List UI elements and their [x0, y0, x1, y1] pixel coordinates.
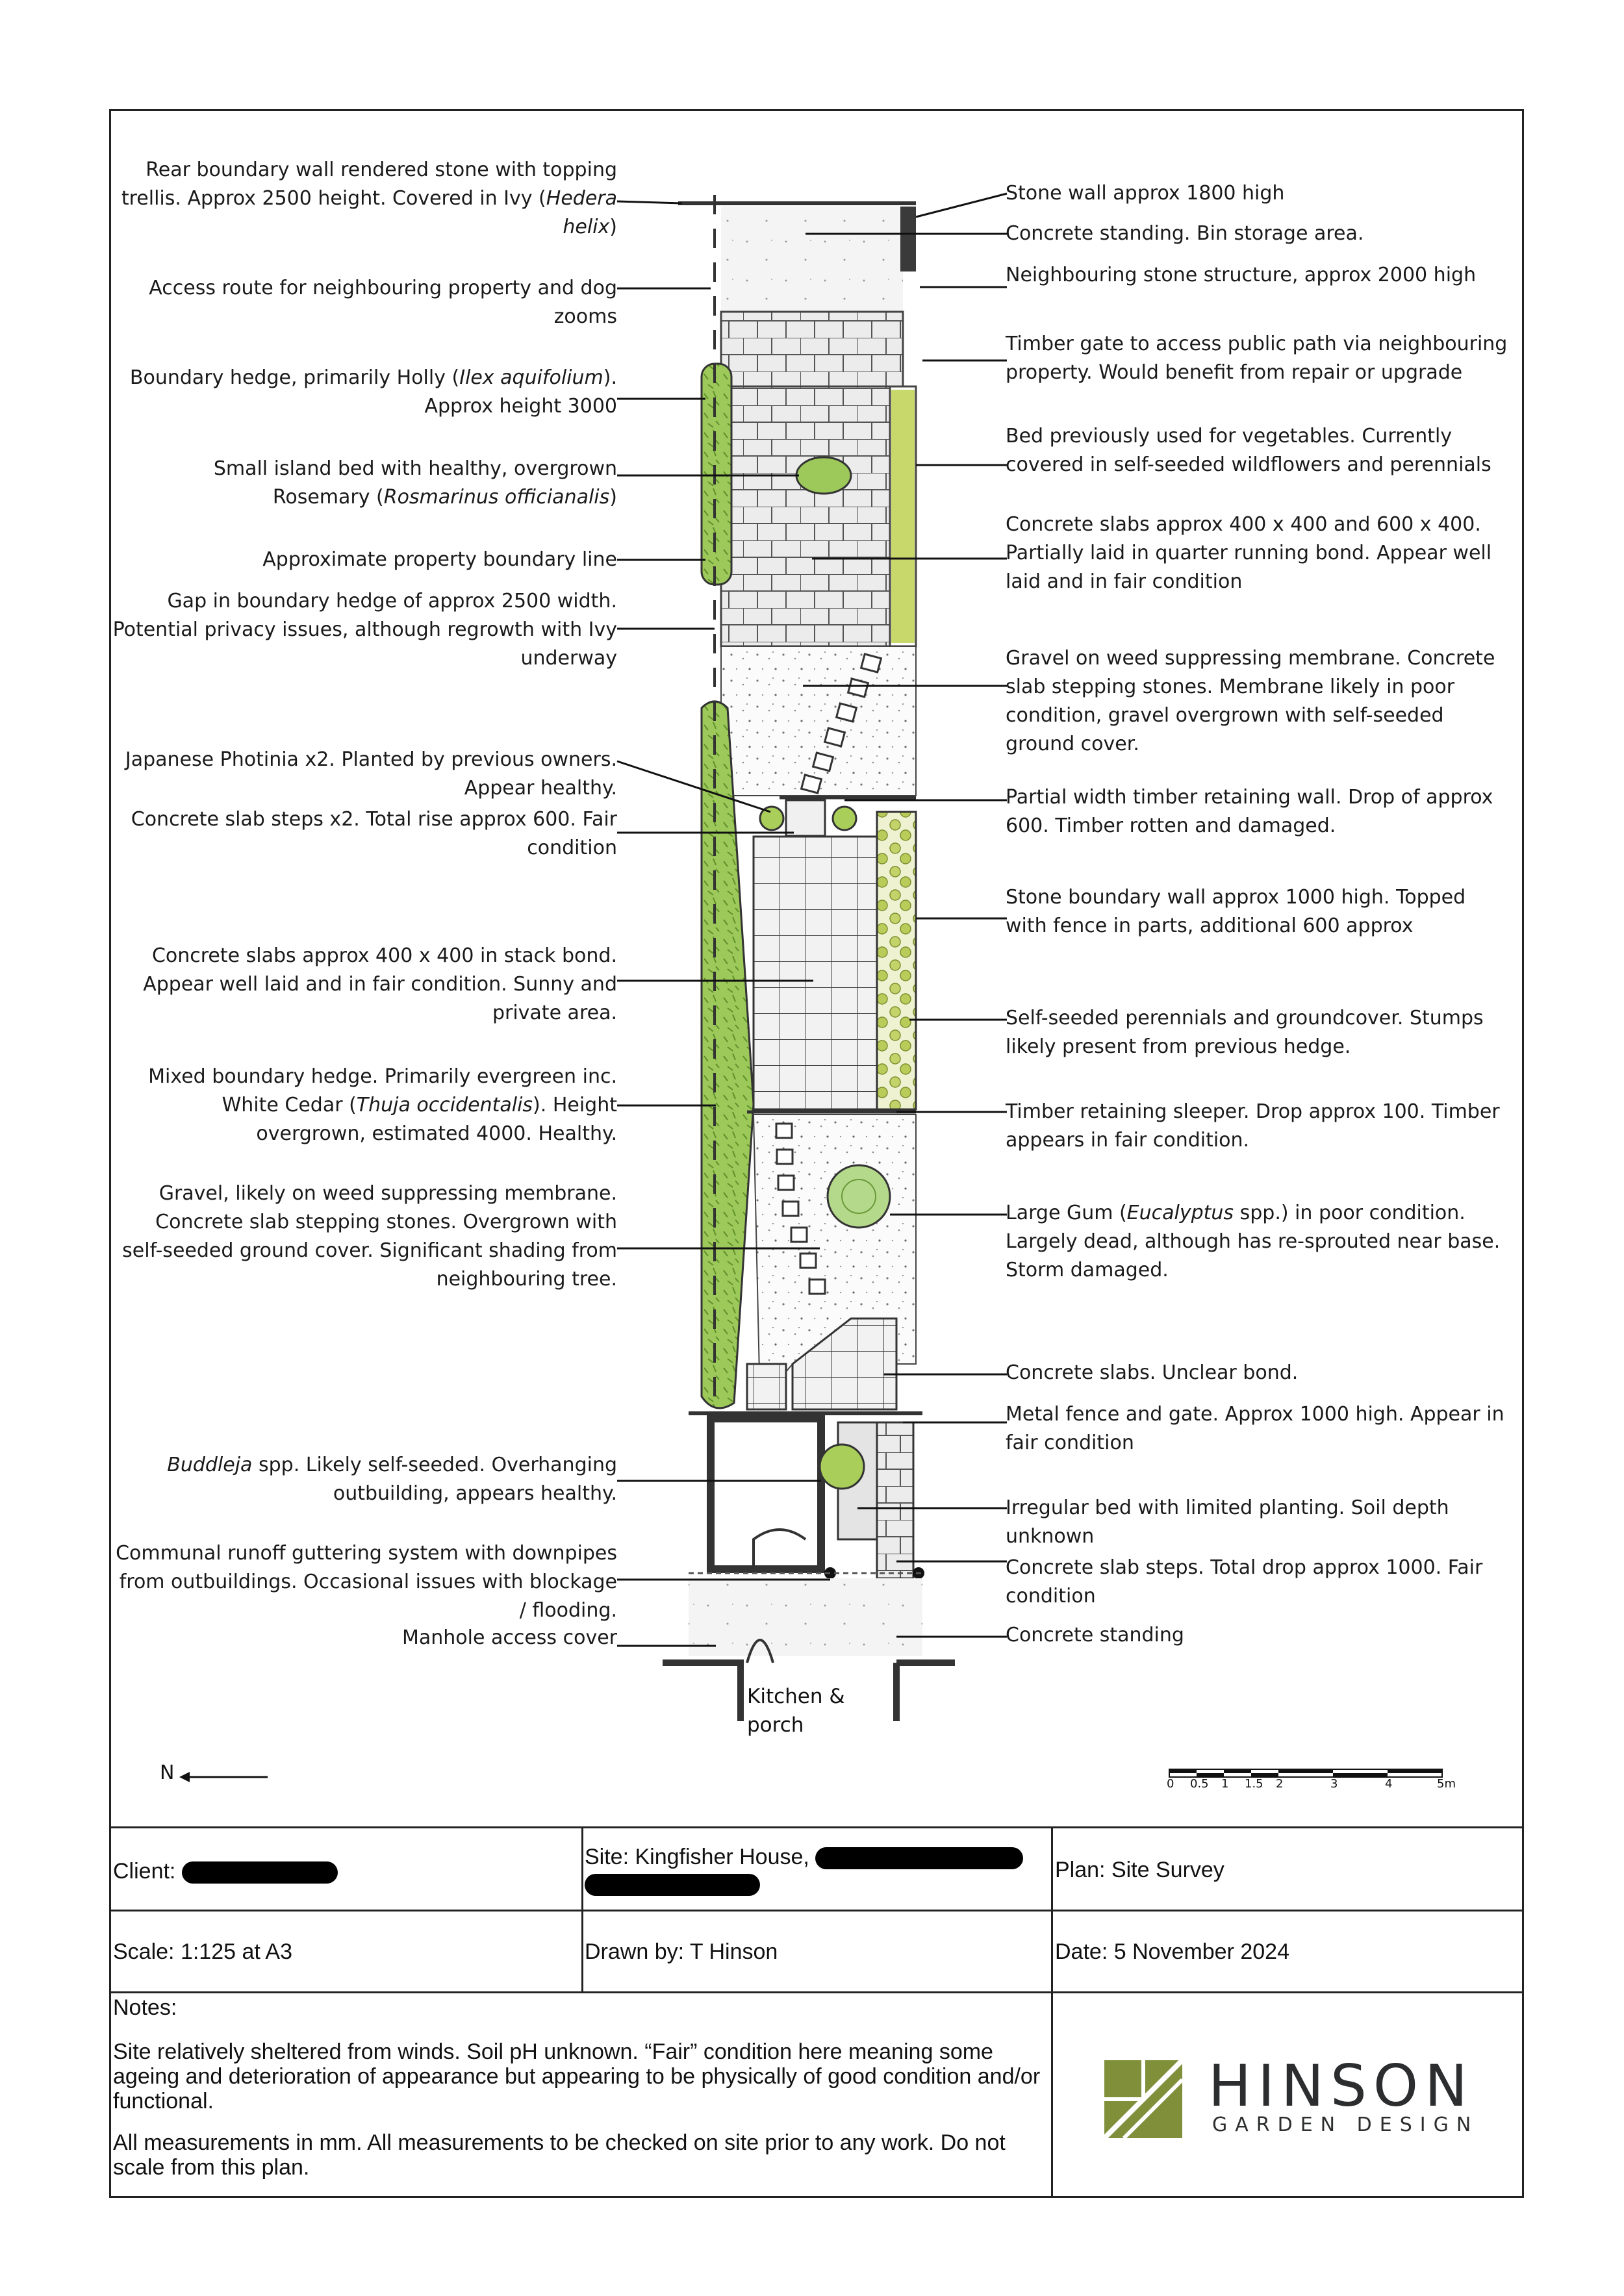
annotation-hedge-gap: Gap in boundary hedge of approx 2500 width. Potential privacy issues, although regrowth with Ivy underway — [112, 590, 617, 670]
annotation-metal-fence: Metal fence and gate. Approx 1000 high. Appear in fair condition — [1006, 1403, 1504, 1454]
buddleja — [820, 1444, 864, 1489]
scale-label: 1 — [1221, 1777, 1229, 1791]
client-field — [113, 1859, 338, 1884]
annotation-holly-hedge: Boundary hedge, primarily Holly (Ilex aquifolium). Approx height 3000 — [129, 366, 617, 418]
notes-heading: Notes: — [113, 1995, 177, 2020]
annotation-slab-steps: Concrete slab steps x2. Total rise approx 600. Fair condition — [131, 808, 617, 859]
annotation-neighbour-structure: Neighbouring stone structure, approx 2000 high — [1006, 264, 1477, 286]
annotation-irregular-bed: Irregular bed with limited planting. Soil depth unknown — [1006, 1496, 1449, 1548]
title-block-divider — [581, 1826, 583, 1991]
annotation-island-bed: Small island bed with healthy, overgrown Rosemary (Rosmarinus officianalis) — [213, 457, 617, 509]
annotation-property-boundary: Approximate property boundary line — [262, 548, 617, 571]
scale-label: 0 — [1167, 1777, 1174, 1791]
annotation-stone-wall: Stone wall approx 1800 high — [1006, 182, 1285, 205]
title-block-rule — [109, 1991, 1524, 1993]
annotation-veg-bed: Bed previously used for vegetables. Currently covered in self-seeded wildflowers and perennials — [1006, 425, 1491, 476]
kitchen-porch-label: Kitchen & porch — [747, 1685, 845, 1737]
photinia-2 — [833, 807, 856, 830]
annotation-slabs-quarter: Concrete slabs approx 400 x 400 and 600 x 400. Partially laid in quarter running bond. Appear well laid and in fair condition — [1006, 513, 1492, 593]
annotation-perennials: Self-seeded perennials and groundcover. Stumps likely present from previous hedge. — [1006, 1007, 1484, 1058]
outbuilding — [711, 1419, 821, 1569]
upper-paving-top — [721, 312, 903, 386]
rosemary-island-bed — [796, 457, 851, 494]
scale-label: 1.5 — [1245, 1777, 1263, 1791]
gum-tree — [828, 1165, 890, 1228]
client-label: Client: — [113, 1859, 176, 1884]
logo-wordmark: HINSON — [1208, 2052, 1474, 2119]
site-label: Site: Kingfisher House, — [585, 1845, 809, 1869]
scale-bar — [1169, 1769, 1442, 1777]
annotation-stack-bond: Concrete slabs approx 400 x 400 in stack bond. Appear well laid and in fair condition. Sunny and private area. — [143, 944, 617, 1024]
notes-paragraph-2: All measurements in mm. All measurements to be checked on site prior to any work. Do not scale from this plan. — [113, 2130, 1006, 2180]
annotation-gravel-upper: Gravel on weed suppressing membrane. Concrete slab stepping stones. Membrane likely in poor condition, gravel overgrown with self-seeded ground cover. — [1006, 647, 1495, 755]
scale-label: 0.5 — [1190, 1777, 1209, 1791]
title-block-rule — [109, 1826, 1524, 1828]
steps-drop — [877, 1422, 913, 1578]
scale-label: 4 — [1385, 1777, 1393, 1791]
stack-bond-paving — [754, 837, 883, 1109]
annotation-rear-wall: Rear boundary wall rendered stone with topping trellis. Approx 2500 height. Covered in Ivy (Hedera helix) — [121, 158, 617, 238]
mixed-hedge — [702, 701, 754, 1408]
annotation-standing: Concrete standing — [1006, 1624, 1184, 1646]
drawn-by-field: Drawn by: T Hinson — [585, 1939, 778, 1964]
annotation-buddleja: Buddleja spp. Likely self-seeded. Overhanging outbuilding, appears healthy. — [167, 1454, 617, 1505]
annotation-mixed-hedge: Mixed boundary hedge. Primarily evergreen inc. White Cedar (Thuja occidentalis). Height overgrown, estimated 4000. Healthy. — [148, 1065, 617, 1145]
annotation-timber-gate: Timber gate to access public path via neighbouring property. Would benefit from repair or upgrade — [1006, 333, 1508, 384]
notes-body — [113, 2039, 1048, 2197]
annotation-gum: Large Gum (Eucalyptus spp.) in poor condition. Largely dead, although has re-sprouted near base. Storm damaged. — [1006, 1202, 1501, 1281]
annotation-manhole: Manhole access cover — [402, 1626, 617, 1649]
annotation-slabs-unclear: Concrete slabs. Unclear bond. — [1006, 1361, 1299, 1384]
scale-label: 2 — [1276, 1777, 1284, 1791]
title-block-rule — [109, 1910, 1524, 1911]
redaction-bar — [182, 1861, 338, 1884]
annotation-access-route: Access route for neighbouring property and dog zooms — [149, 277, 617, 328]
upper-gravel — [721, 646, 916, 796]
annotation-stone-boundary: Stone boundary wall approx 1000 high. Topped with fence in parts, additional 600 approx — [1006, 886, 1466, 937]
annotation-gravel-lower: Gravel, likely on weed suppressing membrane. Concrete slab stepping stones. Overgrown with self-seeded ground cover. Significant shading from neighbouring tree. — [122, 1182, 617, 1291]
veg-bed — [891, 390, 915, 643]
annotation-guttering: Communal runoff guttering system with downpipes from outbuildings. Occasional issues with blockage / flooding. — [116, 1542, 617, 1622]
hinson-logo-mark — [1104, 2060, 1182, 2138]
upper-paving — [721, 386, 916, 646]
scale-label: 3 — [1330, 1777, 1338, 1791]
slab-steps — [786, 800, 825, 836]
concrete-standing-lower — [689, 1578, 922, 1656]
redaction-bar — [585, 1874, 760, 1896]
annotation-bin-storage: Concrete standing. Bin storage area. — [1006, 222, 1364, 245]
notes-paragraph-1: Site relatively sheltered from winds. Soil pH unknown. “Fair” condition here meaning some ageing and deterioration of appearance but appearing to be physically of good condition and/or functional. — [113, 2039, 1041, 2113]
plan-field: Plan: Site Survey — [1055, 1858, 1224, 1882]
north-arrow — [179, 1772, 268, 1782]
annotation-photinia: Japanese Photinia x2. Planted by previous owners. Appear healthy. — [125, 748, 617, 800]
bin-storage-area — [721, 207, 903, 312]
annotation-steps-drop: Concrete slab steps. Total drop approx 1000. Fair condition — [1006, 1556, 1483, 1608]
title-block-divider — [1051, 1826, 1053, 2198]
perennial-bed — [877, 812, 916, 1109]
holly-hedge — [702, 364, 731, 585]
logo-tagline: GARDEN DESIGN — [1212, 2113, 1479, 2136]
date-field: Date: 5 November 2024 — [1055, 1939, 1289, 1964]
garden-outline — [663, 195, 955, 1721]
neighbour-stone-structure — [900, 207, 916, 271]
north-label: N — [160, 1761, 175, 1784]
annotation-retaining-wall: Partial width timber retaining wall. Drop of approx 600. Timber rotten and damaged. — [1006, 786, 1493, 837]
scale-label: 5m — [1437, 1777, 1456, 1791]
scale-field: Scale: 1:125 at A3 — [113, 1939, 292, 1964]
redaction-bar — [815, 1847, 1023, 1869]
annotation-sleeper: Timber retaining sleeper. Drop approx 100. Timber appears in fair condition. — [1006, 1100, 1500, 1152]
site-field — [585, 1845, 1039, 1896]
